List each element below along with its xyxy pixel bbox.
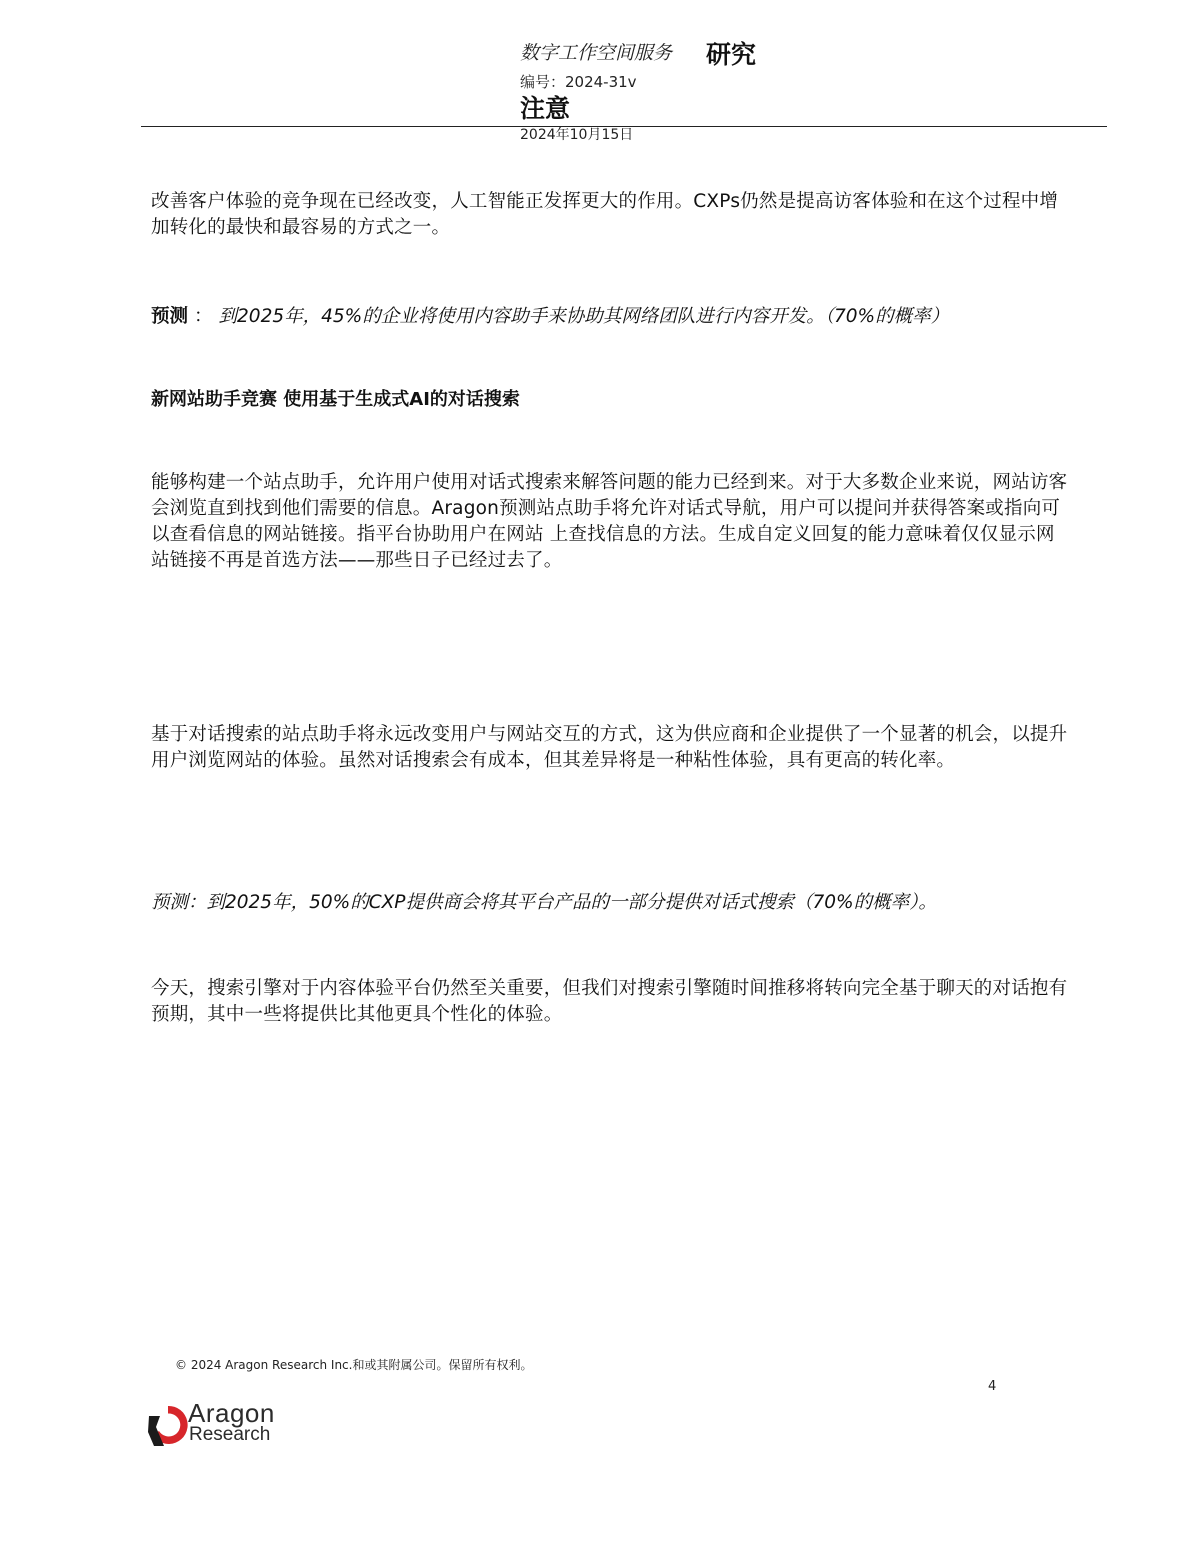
footer-copyright: © 2024 Aragon Research Inc.和或其附属公司。保留所有权利。	[175, 1358, 533, 1372]
body-paragraph-2: 基于对话搜索的站点助手将永远改变用户与网站交互的方式，这为供应商和企业提供了一个显著的机会，以提升用户浏览网站的体验。虽然对话搜索会有成本，但其差异将是一种粘性体验，具有更高的转化率。	[151, 724, 1068, 771]
header-series: 数字工作空间服务	[520, 42, 673, 64]
logo-subtitle: Research	[189, 1424, 271, 1445]
page-number: 4	[988, 1379, 997, 1394]
aragon-research-logo	[146, 1400, 306, 1452]
header-doc-number: 编号：2024-31v	[520, 73, 637, 91]
prediction-1-label: 预测	[151, 306, 189, 327]
body-paragraph-1: 能够构建一个站点助手，允许用户使用对话式搜索来解答问题的能力已经到来。对于大多数企业来说，网站访客会浏览直到找到他们需要的信息。Aragon预测站点助手将允许对话式导航，用户可以提问并获得答案或指向可以查看信息的网站链接。指平台协助用户在网站 上查找信息的方法。生成自定义回复的能力意味着仅仅显示网站链接不再是首选方法——那些日子已经过去了。	[151, 472, 1068, 571]
body-paragraph-3: 今天，搜索引擎对于内容体验平台仍然至关重要，但我们对搜索引擎随时间推移将转向完全基于聊天的对话抱有预期，其中一些将提供比其他更具个性化的体验。	[151, 978, 1068, 1025]
header-note-label: 注意	[520, 94, 571, 123]
prediction-2: 预测：到2025年，50%的CXP提供商会将其平台产品的一部分提供对话式搜索（70%的概率）。	[151, 892, 937, 913]
prediction-1-text: 到2025年，45%的企业将使用内容助手来协助其网络团队进行内容开发。（70%的概率）	[218, 306, 950, 327]
prediction-1-separator: ：	[194, 306, 213, 327]
header-doc-type: 研究	[706, 40, 757, 69]
prediction-1	[151, 304, 1081, 330]
header-date: 2024年10月15日	[520, 127, 634, 143]
section-subheading: 新网站助手竞赛 使用基于生成式AI的对话搜索	[151, 389, 520, 410]
intro-paragraph: 改善客户体验的竞争现在已经改变，人工智能正发挥更大的作用。CXPs仍然是提高访客体验和在这个过程中增加转化的最快和最容易的方式之一。	[151, 191, 1059, 238]
aragon-logo-icon	[146, 1402, 190, 1448]
logo-wordmark: Aragon	[188, 1398, 275, 1428]
